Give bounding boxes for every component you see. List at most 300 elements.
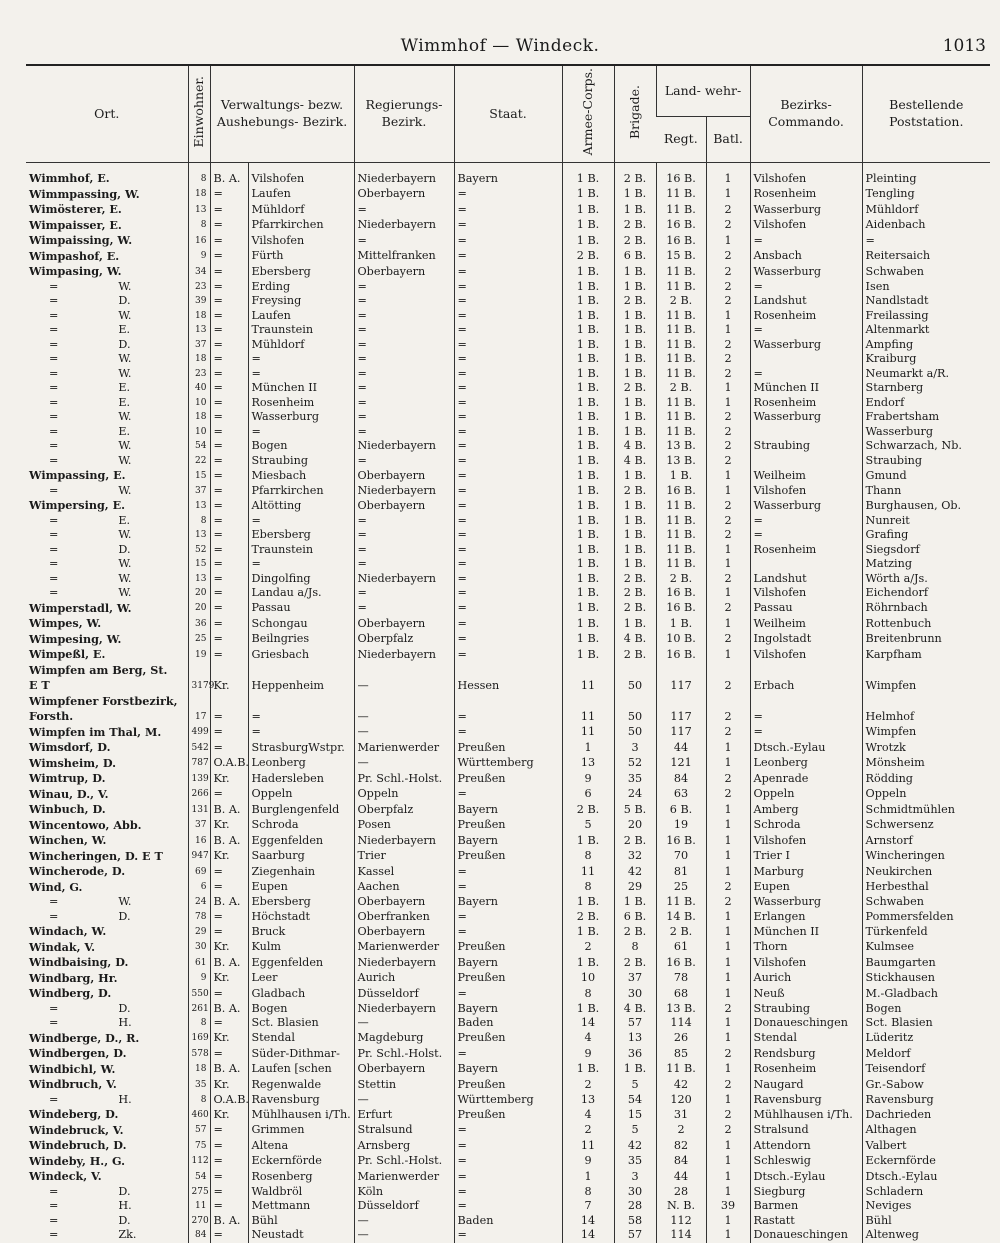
place-name: Wimmhof, E. [29,171,110,186]
cell-kind: B. A. [210,895,248,910]
cell-pop: 30 [188,940,210,956]
cell-kind: = [210,557,248,572]
cell-staat: = [454,294,562,309]
table-row [26,381,990,396]
cell-batl: 2 [706,678,750,694]
cell-post: Althagen [862,1123,990,1139]
place-name: = [49,571,59,585]
cell-cmd: Weilheim [750,468,862,484]
cell-cmd: Vilshofen [750,218,862,234]
table-row [26,601,990,617]
cell-regt: 11 B. [656,528,706,543]
cell-ort [26,367,188,382]
cell-batl: 2 [706,367,750,382]
cell-cmd: = [750,709,862,725]
place-name: = [49,513,59,527]
cell-reg: Oberpfalz [354,632,454,648]
cell-reg: Stettin [354,1077,454,1093]
cell-regt: 2 B. [656,572,706,587]
cell-batl: 2 [706,725,750,741]
cell-corps: 1 B. [562,425,614,440]
cell-cmd: Landshut [750,294,862,309]
cell-cmd: Apenrade [750,771,862,787]
cell-reg: Köln [354,1185,454,1200]
cell-kind: = [210,924,248,940]
place-name: Winau, D., V. [29,786,109,801]
cell-kind: = [210,632,248,648]
cell-staat: = [454,787,562,803]
cell-pop: 54 [188,1169,210,1185]
cell-staat: = [454,1169,562,1185]
cell-corps: 1 B. [562,1002,614,1017]
header-staat: Staat. [454,66,562,163]
cell-staat: = [454,1199,562,1214]
cell-bezirk: Landau a/Js. [248,586,354,601]
cell-post: Meldorf [862,1046,990,1062]
cell-batl: 1 [706,323,750,338]
cell-reg: Niederbayern [354,955,454,971]
cell-kind [210,663,248,679]
cell-bezirk: Laufen [schen [248,1062,354,1078]
cell-kind: = [210,880,248,896]
cell-pop: 8 [188,1016,210,1031]
table-row [26,1169,990,1185]
cell-reg: = [354,514,454,529]
cell-corps: 8 [562,1185,614,1200]
cell-staat: = [454,396,562,411]
place-type: H. [118,1092,132,1106]
cell-cmd: Neuß [750,986,862,1002]
place-name: = [49,557,59,571]
running-head [0,36,1000,58]
cell-post: Burghausen, Ob. [862,498,990,514]
place-name: Wimpfen am Berg, St. [29,662,168,677]
cell-bezirk: StrasburgWstpr. [248,740,354,756]
cell-reg: — [354,756,454,772]
cell-corps: 1 B. [562,632,614,648]
cell-kind: = [210,572,248,587]
cell-pop [188,694,210,710]
cell-brig: 24 [614,787,656,803]
cell-brig: 5 [614,1077,656,1093]
place-name: = [49,395,59,409]
cell-brig: 30 [614,986,656,1002]
cell-corps: 8 [562,986,614,1002]
cell-bezirk: Bruck [248,924,354,940]
cell-brig: 2 B. [614,586,656,601]
cell-batl: 1 [706,187,750,203]
cell-post: Valbert [862,1138,990,1154]
place-type: D. [118,909,131,923]
cell-post: Neukirchen [862,864,990,880]
cell-brig: 2 B. [614,601,656,617]
cell-regt: 117 [656,678,706,694]
cell-regt: 63 [656,787,706,803]
cell-corps: 1 [562,740,614,756]
cell-bezirk: Stendal [248,1031,354,1047]
cell-corps: 5 [562,818,614,834]
cell-brig: 2 B. [614,294,656,309]
cell-pop: 15 [188,557,210,572]
table-row [26,833,990,849]
table-row [26,586,990,601]
place-type: E. [118,424,131,438]
cell-ort [26,439,188,454]
cell-reg: Oberbayern [354,1062,454,1078]
cell-post: Herbesthal [862,880,990,896]
cell-staat: = [454,986,562,1002]
cell-pop: 57 [188,1123,210,1139]
place-name: Windeck, V. [29,1169,102,1184]
cell-cmd [750,557,862,572]
cell-post: Kraiburg [862,352,990,367]
cell-batl: 2 [706,280,750,295]
cell-batl: 2 [706,338,750,353]
cell-cmd: Rosenheim [750,396,862,411]
cell-ort [26,202,188,218]
cell-staat: = [454,454,562,469]
cell-regt: 13 B. [656,454,706,469]
cell-staat: = [454,557,562,572]
place-type: W. [118,528,132,542]
table-row [26,986,990,1002]
cell-reg: Posen [354,818,454,834]
cell-post: Eichendorf [862,586,990,601]
cell-bezirk: Straubing [248,454,354,469]
cell-regt: 42 [656,1077,706,1093]
place-type: D. [118,1213,131,1227]
cell-kind: = [210,1154,248,1170]
cell-brig: 1 B. [614,410,656,425]
cell-staat: Preußen [454,771,562,787]
cell-bezirk: Laufen [248,187,354,203]
cell-brig: 58 [614,1214,656,1229]
cell-kind: B. A. [210,1002,248,1017]
page-title: Wimmhof — Windeck. [400,36,600,56]
cell-reg: Düsseldorf [354,1199,454,1214]
cell-corps: 2 B. [562,910,614,925]
cell-bezirk: Sct. Blasien [248,1016,354,1031]
cell-cmd: Naugard [750,1077,862,1093]
cell-brig [614,694,656,710]
cell-staat: = [454,586,562,601]
cell-bezirk: Traunstein [248,323,354,338]
cell-post: Freilassing [862,309,990,324]
table-row [26,849,990,865]
cell-ort [26,787,188,803]
cell-regt [656,694,706,710]
header-regierungsbezirk: Regierungs- Bezirk. [354,66,454,163]
place-type: W. [118,410,132,424]
cell-corps: 1 B. [562,647,614,663]
table-row [26,802,990,818]
cell-reg: = [354,410,454,425]
cell-reg: — [354,725,454,741]
cell-staat: Bayern [454,955,562,971]
place-name: = [49,909,59,923]
cell-post: Helmhof [862,709,990,725]
cell-batl: 1 [706,557,750,572]
cell-reg: Oberbayern [354,924,454,940]
cell-staat: = [454,218,562,234]
cell-brig: 1 B. [614,616,656,632]
cell-cmd: Stendal [750,1031,862,1047]
cell-cmd: Donaueschingen [750,1016,862,1031]
cell-regt: 11 B. [656,396,706,411]
cell-bezirk: Altötting [248,498,354,514]
cell-cmd [750,663,862,679]
cell-pop: 19 [188,647,210,663]
cell-post: Nandlstadt [862,294,990,309]
cell-post: Reitersaich [862,249,990,265]
cell-staat: = [454,632,562,648]
cell-corps: 1 B. [562,280,614,295]
cell-post: Siegsdorf [862,543,990,558]
cell-reg: Niederbayern [354,171,454,187]
table-row [26,425,990,440]
cell-corps: 14 [562,1016,614,1031]
cell-ort [26,833,188,849]
cell-kind: = [210,986,248,1002]
page-number: 1013 [942,36,986,56]
cell-bezirk: Fürth [248,249,354,265]
cell-corps: 1 B. [562,924,614,940]
cell-ort [26,895,188,910]
cell-regt [656,663,706,679]
cell-regt: 11 B. [656,425,706,440]
cell-post: M.-Gladbach [862,986,990,1002]
header-einwohner [188,66,210,163]
place-name: = [49,352,59,366]
cell-kind: O.A.B. [210,756,248,772]
cell-corps: 1 B. [562,586,614,601]
cell-pop: 9 [188,249,210,265]
cell-ort [26,971,188,987]
cell-ort [26,1062,188,1078]
cell-regt: 16 B. [656,586,706,601]
cell-bezirk: = [248,557,354,572]
place-name: = [49,410,59,424]
cell-brig: 1 B. [614,352,656,367]
cell-staat: = [454,381,562,396]
cell-regt: 6 B. [656,802,706,818]
cell-kind: B. A. [210,171,248,187]
cell-bezirk: = [248,425,354,440]
cell-pop: 75 [188,1138,210,1154]
cell-batl: 2 [706,601,750,617]
cell-post: Aidenbach [862,218,990,234]
cell-regt: 13 B. [656,439,706,454]
cell-batl: 1 [706,309,750,324]
cell-staat: Preußen [454,1031,562,1047]
cell-cmd: Mühlhausen i/Th. [750,1107,862,1123]
cell-staat: = [454,647,562,663]
table-row [26,1185,990,1200]
place-name: = [49,528,59,542]
cell-cmd: Oppeln [750,787,862,803]
cell-batl: 1 [706,940,750,956]
cell-kind: = [210,616,248,632]
cell-ort [26,1031,188,1047]
cell-ort [26,802,188,818]
cell-corps: 8 [562,849,614,865]
cell-corps: 1 B. [562,218,614,234]
cell-reg: Niederbayern [354,439,454,454]
cell-cmd: Siegburg [750,1185,862,1200]
cell-brig: 6 B. [614,910,656,925]
cell-pop: 6 [188,880,210,896]
cell-cmd: Wasserburg [750,498,862,514]
cell-kind: Kr. [210,971,248,987]
cell-regt: 2 B. [656,924,706,940]
cell-bezirk: Ebersberg [248,895,354,910]
cell-kind: = [210,381,248,396]
cell-staat [454,694,562,710]
cell-ort [26,632,188,648]
cell-pop: 578 [188,1046,210,1062]
cell-batl: 1 [706,1169,750,1185]
cell-kind: = [210,294,248,309]
cell-cmd: Vilshofen [750,647,862,663]
cell-regt: 1 B. [656,468,706,484]
cell-regt: 16 B. [656,233,706,249]
cell-cmd: Dtsch.-Eylau [750,1169,862,1185]
cell-cmd: Marburg [750,864,862,880]
cell-cmd: Rosenheim [750,1062,862,1078]
cell-corps: 1 B. [562,264,614,280]
cell-batl: 2 [706,439,750,454]
cell-pop: 13 [188,498,210,514]
cell-brig: 5 B. [614,802,656,818]
cell-staat: Bayern [454,833,562,849]
table-row [26,940,990,956]
cell-brig: 20 [614,818,656,834]
place-name: = [49,439,59,453]
cell-brig: 1 B. [614,264,656,280]
cell-reg: = [354,202,454,218]
cell-batl: 1 [706,910,750,925]
table-row [26,543,990,558]
table-row [26,632,990,648]
table-row [26,528,990,543]
cell-post: Türkenfeld [862,924,990,940]
header-armeecorps-label: Armee-Corps. [579,68,595,156]
cell-bezirk: Ziegenhain [248,864,354,880]
cell-reg: Oberpfalz [354,802,454,818]
cell-post [862,663,990,679]
place-name: Forsth. [29,709,74,724]
cell-batl: 1 [706,1016,750,1031]
cell-corps: 11 [562,725,614,741]
cell-ort [26,484,188,499]
cell-ort [26,528,188,543]
cell-corps: 8 [562,880,614,896]
cell-reg: = [354,367,454,382]
header-brigade-label: Brigade. [626,84,642,139]
table-row [26,1123,990,1139]
cell-regt: 16 B. [656,484,706,499]
cell-corps: 1 B. [562,187,614,203]
cell-ort [26,264,188,280]
cell-post: Bühl [862,1214,990,1229]
cell-reg: Oberfranken [354,910,454,925]
place-name: E T [29,678,50,693]
cell-post: Isen [862,280,990,295]
cell-staat: = [454,280,562,295]
cell-pop: 20 [188,586,210,601]
cell-corps: 1 B. [562,367,614,382]
cell-brig: 1 B. [614,202,656,218]
header-poststation: Bestellende Poststation. [862,66,990,163]
table-row [26,955,990,971]
cell-reg: = [354,557,454,572]
cell-bezirk: Traunstein [248,543,354,558]
cell-batl: 2 [706,352,750,367]
cell-cmd: Attendorn [750,1138,862,1154]
cell-bezirk: Eupen [248,880,354,896]
cell-bezirk: Rosenberg [248,1169,354,1185]
cell-pop: 499 [188,725,210,741]
cell-corps: 9 [562,1046,614,1062]
table-row [26,468,990,484]
cell-brig: 2 B. [614,233,656,249]
cell-post: Altenweg [862,1228,990,1243]
cell-bezirk: Höchstadt [248,910,354,925]
header-ort: Ort. [26,66,188,163]
cell-batl: 2 [706,787,750,803]
cell-ort [26,468,188,484]
cell-kind: = [210,740,248,756]
cell-cmd: = [750,514,862,529]
cell-corps: 11 [562,1138,614,1154]
cell-regt: 13 B. [656,1002,706,1017]
header-armeecorps [562,66,614,163]
table-row [26,725,990,741]
cell-brig: 5 [614,1123,656,1139]
cell-batl: 1 [706,833,750,849]
cell-corps: 1 B. [562,1062,614,1078]
cell-bezirk: = [248,514,354,529]
cell-kind: = [210,1199,248,1214]
cell-pop: 542 [188,740,210,756]
cell-pop: 25 [188,632,210,648]
cell-kind: B. A. [210,1214,248,1229]
cell-pop: 78 [188,910,210,925]
cell-corps: 4 [562,1031,614,1047]
cell-reg: — [354,1016,454,1031]
cell-ort [26,249,188,265]
cell-regt: 16 B. [656,833,706,849]
cell-cmd: Rendsburg [750,1046,862,1062]
cell-bezirk: Leer [248,971,354,987]
cell-pop: 13 [188,528,210,543]
cell-cmd: Vilshofen [750,586,862,601]
cell-regt: 85 [656,1046,706,1062]
cell-bezirk: Gladbach [248,986,354,1002]
cell-kind: Kr. [210,771,248,787]
cell-bezirk: Eggenfelden [248,833,354,849]
table-row [26,439,990,454]
cell-brig: 1 B. [614,498,656,514]
cell-staat: = [454,484,562,499]
cell-reg: Marienwerder [354,740,454,756]
cell-kind: = [210,249,248,265]
cell-bezirk: Wasserburg [248,410,354,425]
cell-post: = [862,233,990,249]
table-row [26,323,990,338]
cell-brig: 32 [614,849,656,865]
cell-brig: 35 [614,771,656,787]
